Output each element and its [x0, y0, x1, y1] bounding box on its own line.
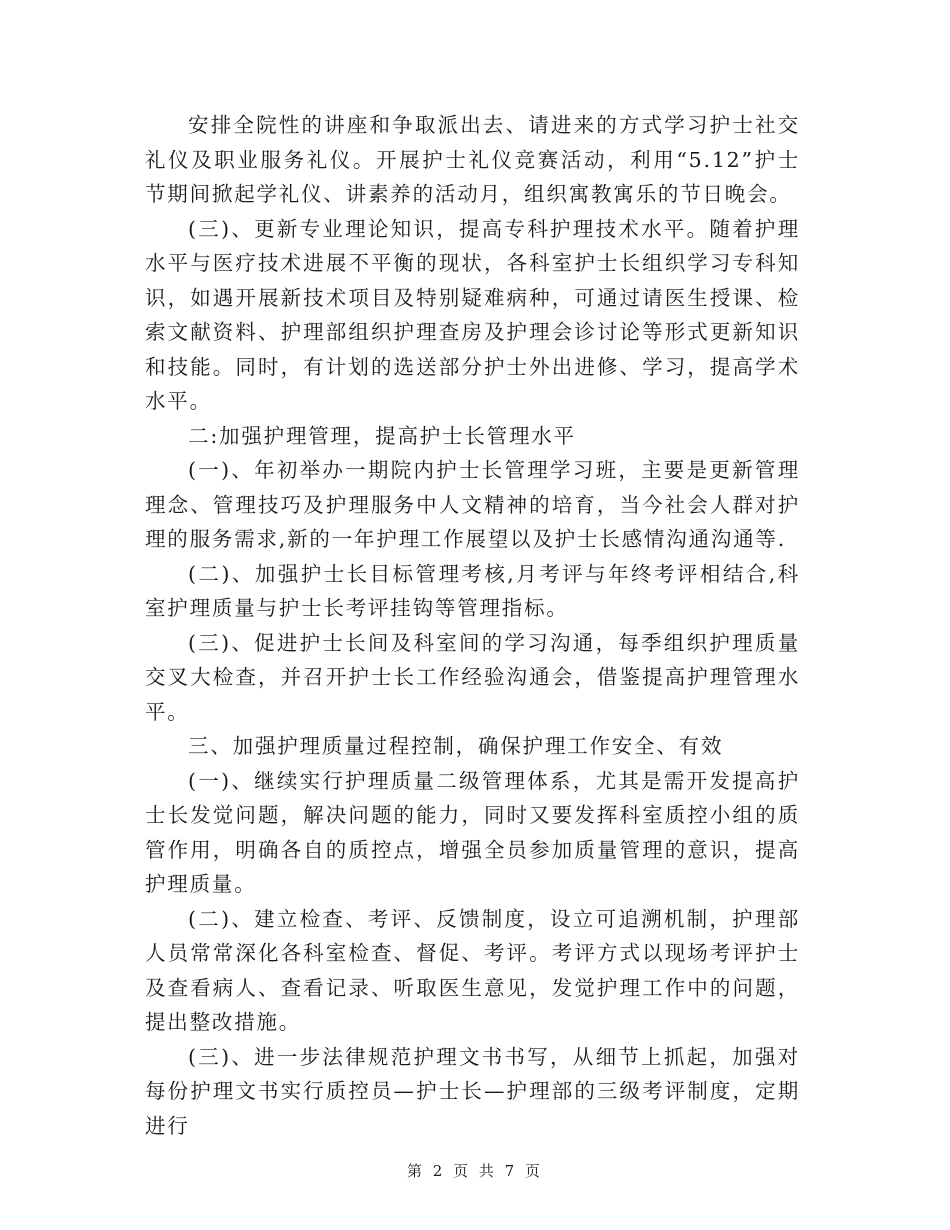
- paragraph: (三)、促进护士长间及科室间的学习沟通，每季组织护理质量交叉大检查，并召开护士长工作经验沟通会，借鉴提高护理管理水平。: [145, 630, 800, 724]
- page-number-footer: 第 2 页 共 7 页: [407, 1162, 543, 1180]
- section-heading: 三、加强护理质量过程控制，确保护理工作安全、有效: [188, 734, 724, 758]
- paragraph: (一)、继续实行护理质量二级管理体系，尤其是需开发提高护士长发觉问题，解决问题的能力，同时又要发挥科室质控小组的质管作用，明确各自的质控点，增强全员参加质量管理的意识，提高护理质量。: [145, 768, 800, 896]
- paragraph: (三)、更新专业理论知识，提高专科护理技术水平。随着护理水平与医疗技术进展不平衡的现状，各科室护士长组织学习专科知识，如遇开展新技术项目及特别疑难病种，可通过请医生授课、检索文献资料、护理部组织护理查房及护理会诊讨论等形式更新知识和技能。同时，有计划的选送部分护士外出进修、学习，提高学术水平。: [145, 216, 800, 413]
- paragraph: (二)、建立检查、考评、反馈制度，设立可追溯机制，护理部人员常常深化各科室检查、督促、考评。考评方式以现场考评护士及查看病人、查看记录、听取医生意见，发觉护理工作中的问题，提出整改措施。: [145, 906, 800, 1034]
- section-heading: 二:加强护理管理，提高护士长管理水平: [188, 423, 576, 448]
- paragraph: (三)、进一步法律规范护理文书书写，从细节上抓起，加强对每份护理文书实行质控员—护士长—护理部的三级考评制度，定期进行: [145, 1044, 800, 1138]
- document-body: [145, 108, 800, 1143]
- paragraph: (二)、加强护士长目标管理考核,月考评与年终考评相结合,科室护理质量与护士长考评挂钩等管理指标。: [145, 561, 800, 620]
- paragraph: 安排全院性的讲座和争取派出去、请进来的方式学习护士社交礼仪及职业服务礼仪。开展护士礼仪竞赛活动，利用“5.12”护士节期间掀起学礼仪、讲素养的活动月，组织寓教寓乐的节日晚会。: [145, 113, 800, 206]
- paragraph: (一)、年初举办一期院内护士长管理学习班，主要是更新管理理念、管理技巧及护理服务中人文精神的培育，当今社会人群对护理的服务需求,新的一年护理工作展望以及护士长感情沟通沟通等.: [145, 458, 800, 551]
